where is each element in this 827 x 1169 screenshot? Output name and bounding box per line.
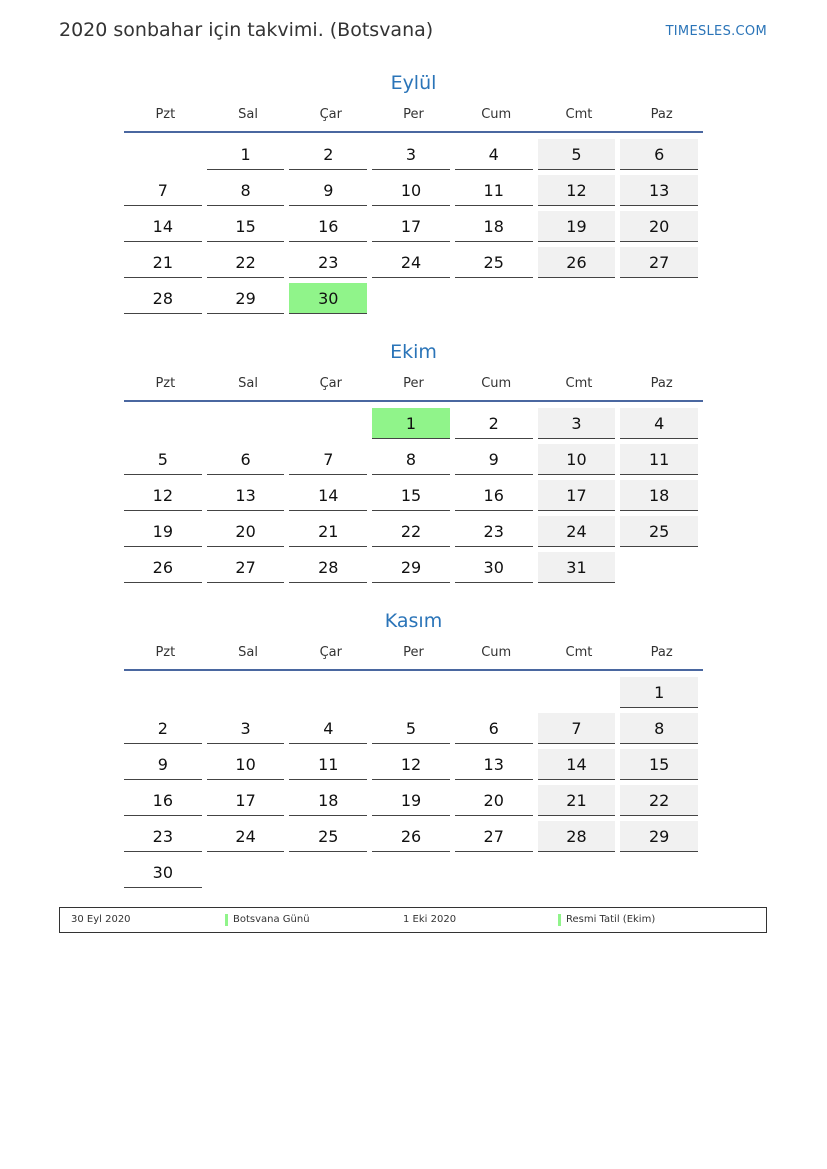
weekday-label: Pzt (155, 107, 176, 122)
day-cell (620, 174, 703, 210)
day-cell (207, 748, 290, 784)
month-title: Eylül (390, 72, 437, 94)
day-number (124, 139, 202, 169)
day-number: 3 (207, 713, 285, 744)
day-number: 16 (289, 211, 367, 242)
week-row (124, 551, 703, 587)
day-number (207, 408, 285, 438)
week-row (124, 174, 703, 210)
weekday-label: Cum (481, 107, 512, 122)
day-number: 19 (372, 785, 450, 816)
empty-day-cell (289, 856, 372, 892)
day-number: 11 (455, 175, 533, 206)
day-number: 9 (124, 749, 202, 780)
day-cell (207, 820, 290, 856)
day-number: 7 (538, 713, 616, 744)
day-cell (207, 784, 290, 820)
day-cell (538, 515, 621, 551)
empty-day-cell (455, 676, 538, 712)
weekday-label: Çar (319, 107, 342, 122)
day-number: 26 (538, 247, 616, 278)
empty-day-cell (538, 282, 621, 318)
day-number: 8 (372, 444, 450, 475)
day-cell (620, 246, 703, 282)
day-cell (289, 210, 372, 246)
month-title: Kasım (384, 610, 443, 632)
day-number: 24 (538, 516, 616, 547)
weekday-label: Per (403, 107, 424, 122)
weekday-label: Pzt (155, 376, 176, 391)
day-cell (372, 210, 455, 246)
day-number: 18 (455, 211, 533, 242)
week-row (124, 712, 703, 748)
day-number (538, 857, 616, 887)
week-row (124, 676, 703, 712)
holiday-color-swatch (558, 914, 561, 926)
day-cell (372, 246, 455, 282)
page-title: 2020 sonbahar için takvimi. (Botsvana) (59, 19, 434, 41)
day-number: 19 (124, 516, 202, 547)
day-number: 11 (289, 749, 367, 780)
legend-date: 30 Eyl 2020 (71, 914, 131, 925)
day-number: 16 (455, 480, 533, 511)
day-number: 19 (538, 211, 616, 242)
day-number: 4 (289, 713, 367, 744)
day-number: 28 (124, 283, 202, 314)
day-cell (455, 479, 538, 515)
week-row (124, 856, 703, 892)
day-cell (289, 820, 372, 856)
day-cell (207, 282, 290, 318)
day-cell (538, 784, 621, 820)
day-number: 12 (538, 175, 616, 206)
day-number: 20 (455, 785, 533, 816)
weekday-label: Per (403, 376, 424, 391)
day-number: 5 (538, 139, 616, 170)
legend-holiday-name: Resmi Tatil (Ekim) (566, 914, 656, 925)
day-number: 6 (620, 139, 698, 170)
day-number: 27 (207, 552, 285, 583)
day-number: 22 (372, 516, 450, 547)
day-number: 28 (538, 821, 616, 852)
day-cell (372, 551, 455, 587)
day-cell (289, 712, 372, 748)
day-cell (207, 515, 290, 551)
day-number (455, 677, 533, 707)
weekday-label: Cmt (565, 376, 593, 391)
day-cell (620, 712, 703, 748)
day-cell (372, 443, 455, 479)
day-number (207, 677, 285, 707)
day-number: 8 (207, 175, 285, 206)
empty-day-cell (620, 856, 703, 892)
weekday-label: Paz (650, 107, 673, 122)
day-cell (207, 210, 290, 246)
day-cell (124, 479, 207, 515)
day-cell (455, 712, 538, 748)
day-cell (455, 784, 538, 820)
day-number: 12 (372, 749, 450, 780)
weeks-grid (124, 138, 703, 318)
day-number: 13 (620, 175, 698, 206)
day-cell (207, 174, 290, 210)
empty-day-cell (372, 676, 455, 712)
day-number: 3 (538, 408, 616, 439)
day-number: 10 (372, 175, 450, 206)
day-cell (372, 138, 455, 174)
weekday-label: Cmt (565, 107, 593, 122)
day-number: 1 (620, 677, 698, 708)
empty-day-cell (538, 856, 621, 892)
month-calendar-october (124, 339, 703, 587)
day-number: 7 (124, 175, 202, 206)
week-row (124, 246, 703, 282)
day-cell (620, 515, 703, 551)
week-row (124, 443, 703, 479)
day-cell (124, 282, 207, 318)
day-number: 10 (207, 749, 285, 780)
empty-day-cell (620, 551, 703, 587)
day-cell (455, 246, 538, 282)
day-number (620, 857, 698, 887)
day-cell (538, 407, 621, 443)
day-cell (124, 443, 207, 479)
day-number: 22 (207, 247, 285, 278)
day-number: 27 (620, 247, 698, 278)
day-number: 5 (124, 444, 202, 475)
week-row (124, 748, 703, 784)
day-cell (289, 784, 372, 820)
week-row (124, 210, 703, 246)
day-number: 6 (455, 713, 533, 744)
day-cell (124, 856, 207, 892)
week-row (124, 784, 703, 820)
day-number: 9 (289, 175, 367, 206)
day-cell (620, 748, 703, 784)
header-divider (124, 400, 703, 402)
day-number: 27 (455, 821, 533, 852)
day-number: 18 (289, 785, 367, 816)
day-number: 4 (620, 408, 698, 439)
day-cell (372, 820, 455, 856)
day-number: 1 (207, 139, 285, 170)
weekday-header (124, 104, 703, 126)
day-cell (289, 138, 372, 174)
day-number: 21 (124, 247, 202, 278)
day-number: 29 (207, 283, 285, 314)
day-cell (455, 551, 538, 587)
day-number (372, 677, 450, 707)
day-number: 29 (620, 821, 698, 852)
day-number: 13 (207, 480, 285, 511)
day-number: 17 (538, 480, 616, 511)
day-cell (289, 443, 372, 479)
day-cell (207, 138, 290, 174)
day-number: 2 (455, 408, 533, 439)
day-cell (207, 246, 290, 282)
day-cell (538, 712, 621, 748)
day-cell (620, 407, 703, 443)
day-cell (289, 479, 372, 515)
day-cell (124, 246, 207, 282)
empty-day-cell (620, 282, 703, 318)
weekday-label: Çar (319, 376, 342, 391)
day-number (372, 857, 450, 887)
day-cell (124, 174, 207, 210)
day-number: 13 (455, 749, 533, 780)
holiday-day-cell (372, 407, 455, 443)
weekday-label: Pzt (155, 645, 176, 660)
day-number: 12 (124, 480, 202, 511)
empty-day-cell (289, 407, 372, 443)
empty-day-cell (124, 407, 207, 443)
day-number: 25 (620, 516, 698, 547)
day-cell (289, 246, 372, 282)
day-number: 30 (455, 552, 533, 583)
day-number: 29 (372, 552, 450, 583)
month-title: Ekim (390, 341, 437, 363)
day-number: 17 (372, 211, 450, 242)
day-number: 22 (620, 785, 698, 816)
day-number: 28 (289, 552, 367, 583)
day-cell (372, 515, 455, 551)
day-cell (538, 246, 621, 282)
day-number: 25 (289, 821, 367, 852)
day-number: 5 (372, 713, 450, 744)
day-cell (372, 784, 455, 820)
weekday-label: Sal (238, 645, 258, 660)
day-number: 30 (289, 283, 367, 314)
day-number: 30 (124, 857, 202, 888)
day-cell (124, 712, 207, 748)
empty-day-cell (372, 282, 455, 318)
weekday-label: Paz (650, 645, 673, 660)
day-cell (289, 748, 372, 784)
day-cell (289, 174, 372, 210)
day-number (124, 408, 202, 438)
day-number: 26 (124, 552, 202, 583)
weekday-label: Per (403, 645, 424, 660)
weekday-header (124, 642, 703, 664)
day-cell (538, 820, 621, 856)
day-cell (620, 479, 703, 515)
day-cell (372, 748, 455, 784)
day-number: 18 (620, 480, 698, 511)
day-cell (289, 515, 372, 551)
weekday-label: Cum (481, 376, 512, 391)
day-cell (124, 820, 207, 856)
day-cell (372, 479, 455, 515)
legend-holiday-name: Botsvana Günü (233, 914, 310, 925)
day-number: 3 (372, 139, 450, 170)
empty-day-cell (372, 856, 455, 892)
day-cell (455, 407, 538, 443)
day-number (538, 283, 616, 313)
day-number (207, 857, 285, 887)
day-number: 7 (289, 444, 367, 475)
day-cell (538, 551, 621, 587)
holiday-color-swatch (225, 914, 228, 926)
day-number (289, 408, 367, 438)
day-cell (538, 748, 621, 784)
day-number: 14 (538, 749, 616, 780)
day-number (455, 857, 533, 887)
empty-day-cell (207, 407, 290, 443)
day-number: 1 (372, 408, 450, 439)
day-cell (455, 138, 538, 174)
day-number: 23 (455, 516, 533, 547)
day-number: 2 (289, 139, 367, 170)
site-link[interactable]: TIMESLES.COM (665, 24, 767, 39)
day-number: 15 (207, 211, 285, 242)
day-number (289, 677, 367, 707)
day-number (455, 283, 533, 313)
day-cell (207, 712, 290, 748)
day-number: 21 (289, 516, 367, 547)
empty-day-cell (538, 676, 621, 712)
day-number: 2 (124, 713, 202, 744)
holiday-legend (59, 907, 767, 933)
day-cell (455, 174, 538, 210)
weekday-label: Sal (238, 376, 258, 391)
day-number: 14 (124, 211, 202, 242)
day-cell (538, 210, 621, 246)
day-number: 26 (372, 821, 450, 852)
weekday-label: Paz (650, 376, 673, 391)
day-number (124, 677, 202, 707)
day-cell (455, 443, 538, 479)
day-cell (538, 479, 621, 515)
day-number: 11 (620, 444, 698, 475)
day-number: 6 (207, 444, 285, 475)
day-number: 16 (124, 785, 202, 816)
day-cell (455, 820, 538, 856)
weekday-label: Cum (481, 645, 512, 660)
week-row (124, 479, 703, 515)
day-cell (620, 443, 703, 479)
week-row (124, 515, 703, 551)
day-cell (124, 515, 207, 551)
week-row (124, 407, 703, 443)
day-cell (620, 138, 703, 174)
day-number: 17 (207, 785, 285, 816)
day-number (289, 857, 367, 887)
day-number: 23 (124, 821, 202, 852)
day-number: 15 (372, 480, 450, 511)
day-number (538, 677, 616, 707)
day-number (620, 283, 698, 313)
day-number: 20 (207, 516, 285, 547)
day-cell (455, 210, 538, 246)
empty-day-cell (289, 676, 372, 712)
day-number: 4 (455, 139, 533, 170)
day-number: 25 (455, 247, 533, 278)
day-cell (538, 138, 621, 174)
month-calendar-september (124, 70, 703, 318)
week-row (124, 820, 703, 856)
day-cell (455, 748, 538, 784)
weekday-label: Cmt (565, 645, 593, 660)
week-row (124, 282, 703, 318)
day-cell (372, 712, 455, 748)
day-cell (124, 551, 207, 587)
empty-day-cell (124, 138, 207, 174)
day-number: 31 (538, 552, 616, 583)
day-cell (207, 479, 290, 515)
day-number (372, 283, 450, 313)
day-number: 14 (289, 480, 367, 511)
day-cell (620, 820, 703, 856)
day-cell (289, 551, 372, 587)
month-calendar-november (124, 608, 703, 892)
header-divider (124, 131, 703, 133)
day-cell (538, 174, 621, 210)
day-cell (372, 174, 455, 210)
empty-day-cell (207, 676, 290, 712)
day-cell (538, 443, 621, 479)
header-divider (124, 669, 703, 671)
day-number: 20 (620, 211, 698, 242)
weeks-grid (124, 676, 703, 892)
day-number: 8 (620, 713, 698, 744)
day-number: 24 (372, 247, 450, 278)
day-cell (620, 676, 703, 712)
day-number: 15 (620, 749, 698, 780)
day-number: 23 (289, 247, 367, 278)
day-number: 9 (455, 444, 533, 475)
day-cell (455, 515, 538, 551)
day-number: 21 (538, 785, 616, 816)
week-row (124, 138, 703, 174)
day-number: 24 (207, 821, 285, 852)
empty-day-cell (455, 856, 538, 892)
day-number: 10 (538, 444, 616, 475)
empty-day-cell (124, 676, 207, 712)
empty-day-cell (207, 856, 290, 892)
day-cell (620, 784, 703, 820)
day-cell (207, 551, 290, 587)
weeks-grid (124, 407, 703, 587)
weekday-header (124, 373, 703, 395)
day-cell (207, 443, 290, 479)
day-cell (124, 784, 207, 820)
legend-date: 1 Eki 2020 (403, 914, 457, 925)
day-number (620, 552, 698, 582)
holiday-day-cell (289, 282, 372, 318)
empty-day-cell (455, 282, 538, 318)
weekday-label: Sal (238, 107, 258, 122)
day-cell (124, 748, 207, 784)
weekday-label: Çar (319, 645, 342, 660)
day-cell (620, 210, 703, 246)
day-cell (124, 210, 207, 246)
